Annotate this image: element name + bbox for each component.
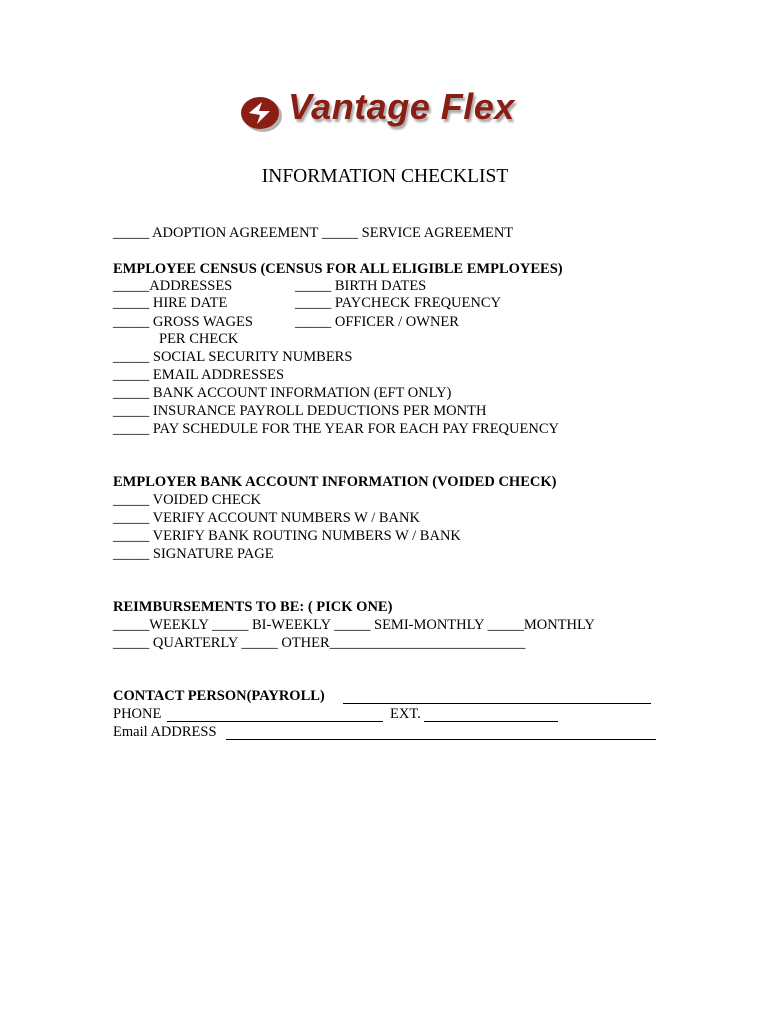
census-item-gross-wages: _____ GROSS WAGES	[113, 314, 253, 330]
email-label: Email ADDRESS	[113, 724, 217, 740]
census-item-email: _____ EMAIL ADDRESSES	[113, 367, 285, 383]
census-item-hire-date: _____ HIRE DATE	[113, 295, 228, 311]
reimbursements-heading: REIMBURSEMENTS TO BE: ( PICK ONE)	[113, 599, 393, 615]
page-title: INFORMATION CHECKLIST	[261, 166, 509, 187]
ext-field[interactable]	[424, 721, 558, 722]
census-item-officer-owner: _____ OFFICER / OWNER	[295, 314, 459, 330]
census-item-pay-schedule: _____ PAY SCHEDULE FOR THE YEAR FOR EACH PAY FREQUENCY	[113, 421, 559, 437]
bank-item-voided-check: _____ VOIDED CHECK	[113, 492, 261, 508]
logo-text: Vantage Flex	[288, 86, 515, 127]
bank-item-account-numbers: _____ VERIFY ACCOUNT NUMBERS W / BANK	[113, 510, 420, 526]
bank-item-routing-numbers: _____ VERIFY BANK ROUTING NUMBERS W / BANK	[113, 528, 461, 544]
contact-person-label: CONTACT PERSON(PAYROLL)	[113, 688, 325, 704]
census-item-ssn: _____ SOCIAL SECURITY NUMBERS	[113, 349, 353, 365]
census-item-per-check: PER CHECK	[159, 331, 239, 347]
logo-swirl-icon	[240, 92, 284, 134]
contact-person-field[interactable]	[343, 703, 651, 704]
phone-label: PHONE	[113, 706, 162, 722]
census-item-bank-info: _____ BANK ACCOUNT INFORMATION (EFT ONLY)	[113, 385, 452, 401]
bank-heading: EMPLOYER BANK ACCOUNT INFORMATION (VOIDED CHECK)	[113, 474, 557, 490]
reimbursements-frequency-line: _____WEEKLY _____ BI-WEEKLY _____ SEMI-MONTHLY _____MONTHLY	[113, 617, 595, 633]
ext-label: EXT.	[390, 706, 421, 722]
phone-field[interactable]	[167, 721, 383, 722]
census-item-birth-dates: _____ BIRTH DATES	[295, 278, 427, 294]
census-item-paycheck-frequency: _____ PAYCHECK FREQUENCY	[295, 295, 501, 311]
census-heading: EMPLOYEE CENSUS (CENSUS FOR ALL ELIGIBLE EMPLOYEES)	[113, 261, 563, 277]
email-field[interactable]	[226, 739, 656, 740]
bank-item-signature-page: _____ SIGNATURE PAGE	[113, 546, 274, 562]
reimbursements-other-line: _____ QUARTERLY _____ OTHER___________________________	[113, 635, 526, 651]
census-item-insurance: _____ INSURANCE PAYROLL DEDUCTIONS PER MONTH	[113, 403, 487, 419]
vantage-flex-logo	[238, 86, 538, 136]
agreements-line: _____ ADOPTION AGREEMENT _____ SERVICE AGREEMENT	[113, 225, 514, 241]
census-item-addresses: _____ADDRESSES	[113, 278, 233, 294]
